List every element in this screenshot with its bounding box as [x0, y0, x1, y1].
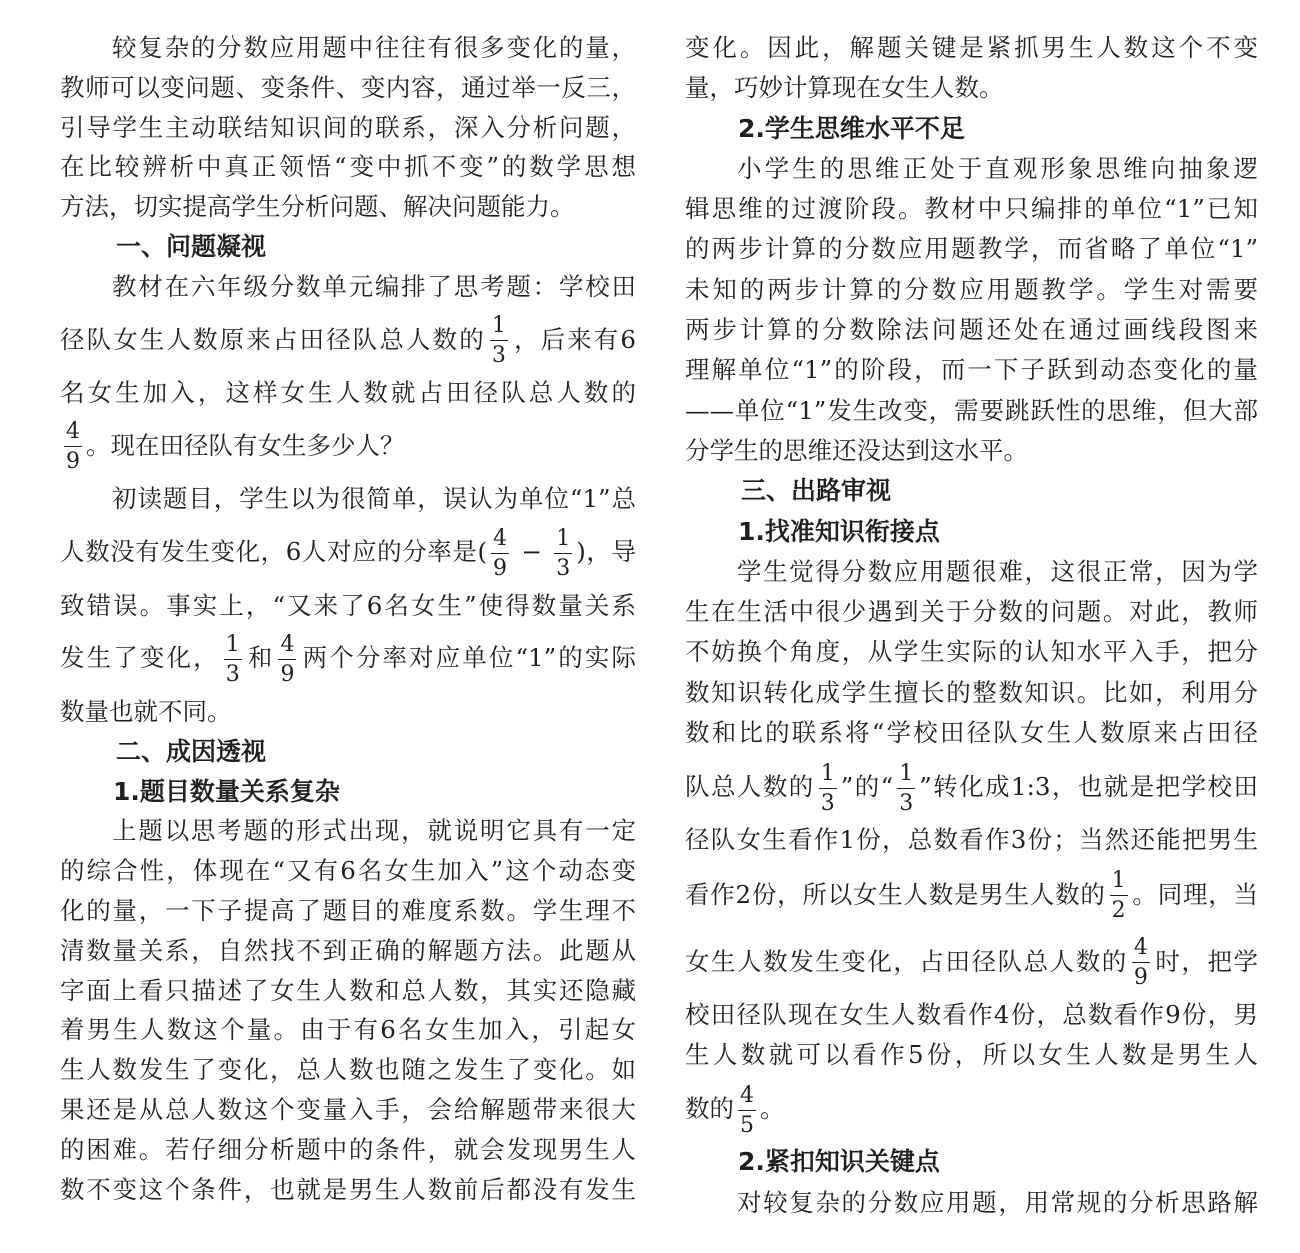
text-run: )，导	[576, 537, 636, 567]
fraction-denominator: 3	[820, 790, 835, 816]
text-line	[60, 479, 636, 519]
fraction	[738, 1082, 756, 1138]
text-line	[60, 851, 636, 891]
text-line	[685, 928, 1258, 995]
fraction-bar	[490, 340, 508, 341]
fraction-denominator: 3	[899, 790, 914, 816]
text-line	[60, 692, 636, 732]
fraction-bar	[224, 659, 242, 660]
fraction-numerator: 4	[1133, 935, 1148, 961]
text-run: 着男生人数这个量。由于有6名女生加入，引起女	[60, 1015, 636, 1045]
left-column	[60, 28, 636, 1209]
fraction-bar	[554, 553, 572, 554]
fraction	[491, 525, 509, 581]
text-run: 发生了变化，	[60, 643, 220, 673]
text-run: 生人数发生了变化，总人数也随之发生了变化。如	[60, 1055, 636, 1085]
fraction-denominator: 3	[556, 555, 571, 581]
text-line	[685, 995, 1258, 1035]
fraction-bar	[1132, 962, 1150, 963]
text-line	[60, 1050, 636, 1090]
text-line	[60, 811, 636, 851]
fraction	[64, 421, 82, 473]
fraction-bar	[819, 788, 837, 789]
fraction-numerator: 1	[820, 760, 835, 786]
text-run: 数知识转化成学生擅长的整数知识。比如，利用分	[685, 677, 1258, 707]
text-run: 径队女生看作1份，总数看作3份；当然还能把男生	[685, 825, 1258, 855]
text-run: 辑思维的过渡阶段。教材中只编排的单位“1”已知	[685, 194, 1258, 224]
text-line	[685, 1183, 1258, 1223]
text-run: 时，把学	[1153, 946, 1259, 976]
text-run: 校田径队现在女生人数看作4份，总数看作9份，男	[685, 999, 1258, 1029]
text-run: 方法，切实提高学生分析问题、解决问题能力。	[60, 192, 575, 222]
text-run: 上题以思考题的形式出现，就说明它具有一定	[112, 816, 636, 846]
paragraph	[60, 479, 636, 731]
text-run: 生在生活中很少遇到关于分数的问题。对此，教师	[685, 597, 1258, 627]
fraction-bar	[1110, 895, 1128, 896]
text-run: 致错误。事实上，“又来了6名女生”使得数量关系	[60, 590, 636, 620]
fraction-numerator: 1	[899, 760, 914, 786]
text-run: 理解单位“1”的阶段，而一下子跃到动态变化的量	[685, 355, 1258, 385]
paragraph	[685, 149, 1258, 471]
text-run: 引导学生主动联结知识间的联系，深入分析问题，	[60, 112, 636, 142]
fraction-numerator: 4	[493, 525, 507, 551]
fraction-numerator: 4	[280, 631, 295, 657]
text-run: 女生人数发生变化，占田径队总人数的	[685, 946, 1128, 976]
text-run: 变化。因此，解题关键是紧抓男生人数这个不变	[685, 33, 1258, 62]
text-run: 量，巧妙计算现在女生人数。	[685, 73, 1004, 103]
fraction-denominator: 3	[491, 343, 506, 369]
text-run: −	[513, 537, 551, 567]
paragraph	[685, 1183, 1258, 1223]
text-line	[60, 68, 636, 108]
text-line	[60, 1090, 636, 1130]
text-run: 化的量，一下子提高了题目的难度系数。学生理不	[60, 895, 636, 925]
paragraph	[60, 267, 636, 480]
text-line	[60, 147, 636, 187]
text-run: 小学生的思维正处于直观形象思维向抽象逻	[737, 153, 1258, 183]
text-line	[685, 592, 1258, 632]
fraction-numerator: 1	[225, 631, 240, 657]
text-run: 生人数就可以看作5份，所以女生人数是男生人	[685, 1039, 1258, 1069]
fraction	[1110, 870, 1128, 922]
text-run: 未知的两步计算的分数应用题教学。学生对需要	[685, 274, 1258, 304]
text-line	[60, 1130, 636, 1170]
fraction-denominator: 9	[493, 555, 507, 581]
text-line	[685, 861, 1258, 928]
text-line	[685, 189, 1258, 229]
text-run: 学生觉得分数应用题很难，这很正常，因为学	[737, 556, 1258, 586]
text-line	[60, 586, 636, 626]
text-run: 清数量关系，自然找不到正确的解题方法。此题从	[60, 935, 636, 965]
fraction-bar	[278, 659, 296, 660]
section-heading: 三、出路审视	[741, 476, 892, 506]
text-run: 两步计算的分数除法问题还处在通过画线段图来	[685, 315, 1258, 345]
text-line	[685, 28, 1258, 68]
fraction-bar	[64, 446, 82, 447]
text-line	[685, 149, 1258, 189]
text-run: 看作2份，所以女生人数是男生人数的	[685, 879, 1106, 909]
fraction	[1132, 937, 1150, 989]
text-run: ”转化成1:3，也就是把学校田	[919, 772, 1258, 802]
fraction-numerator: 4	[740, 1082, 754, 1108]
paragraph	[60, 28, 636, 227]
text-line	[685, 391, 1258, 431]
subsection-heading: 1.题目数量关系复杂	[113, 776, 340, 806]
right-column	[685, 28, 1258, 1223]
text-run: 。现在田径队有女生多少人？	[86, 430, 405, 460]
subsection-heading: 2.学生思维水平不足	[738, 113, 965, 143]
section-heading: 二、成因透视	[116, 736, 267, 766]
text-run: 径队女生人数原来占田径队总人数的	[60, 324, 486, 354]
fraction-denominator: 5	[740, 1112, 754, 1138]
fraction	[224, 631, 242, 687]
text-run: 数的	[685, 1094, 734, 1124]
text-line	[685, 1035, 1258, 1075]
text-run: 的两步计算的分数应用题教学，而省略了单位“1”	[685, 234, 1258, 264]
text-line	[60, 108, 636, 148]
text-run: 数和比的联系将“学校田径队女生人数原来占田径	[685, 718, 1258, 748]
text-line	[60, 28, 636, 68]
text-run: 较复杂的分数应用题中往往有很多变化的量，	[112, 33, 636, 62]
continued-paragraph	[685, 28, 1258, 109]
text-run: 不妨换个角度，从学生实际的认知水平入手，把分	[685, 637, 1258, 667]
text-line	[60, 187, 636, 227]
text-run: 数量也就不同。	[60, 696, 232, 726]
text-run: 的困难。若仔细分析题中的条件，就会发现男生人	[60, 1134, 636, 1164]
text-line	[685, 552, 1258, 592]
text-run: 的综合性，体现在“又有6名女生加入”这个动态变	[60, 856, 636, 886]
fraction-bar	[738, 1110, 756, 1111]
fraction-numerator: 1	[556, 525, 571, 551]
text-run: 和	[245, 643, 275, 673]
text-line	[60, 413, 636, 480]
text-line	[60, 1010, 636, 1050]
text-line	[685, 68, 1258, 108]
text-line	[60, 519, 636, 586]
paragraph	[60, 811, 636, 1209]
text-run: ”的“	[840, 772, 894, 802]
paragraph	[685, 552, 1258, 1142]
fraction	[490, 315, 508, 367]
text-line	[685, 229, 1258, 269]
fraction-denominator: 9	[66, 449, 80, 475]
text-run: 人数没有发生变化，6人对应的分率是(	[60, 537, 487, 567]
text-run: 初读题目，学生以为很简单，误认为单位“1”总	[112, 484, 636, 514]
text-line	[60, 931, 636, 971]
text-run: 队总人数的	[685, 772, 815, 802]
section-heading: 一、问题凝视	[116, 231, 267, 261]
fraction-denominator: 3	[225, 661, 240, 687]
text-line	[60, 307, 636, 374]
fraction	[278, 631, 296, 687]
text-run: 。	[760, 1094, 785, 1124]
text-run: 名女生加入，这样女生人数就占田径队总人数的	[60, 378, 636, 408]
text-run: 分学生的思维还没达到这水平。	[685, 435, 1028, 465]
text-line	[685, 350, 1258, 390]
fraction-bar	[491, 553, 509, 554]
text-run: 教师可以变问题、变条件、变内容，通过举一反三，	[60, 72, 636, 102]
text-run: ——单位“1”发生改变，需要跳跃性的思维，但大部	[685, 395, 1258, 425]
fraction-bar	[897, 788, 915, 789]
text-line	[685, 310, 1258, 350]
text-run: 数不变这个条件，也就是男生人数前后都没有发生	[60, 1174, 636, 1204]
text-line	[685, 1075, 1258, 1142]
text-line	[685, 673, 1258, 713]
text-run: 。同理，当	[1131, 879, 1258, 909]
text-run: ，后来有6	[511, 324, 637, 354]
subsection-heading: 1.找准知识衔接点	[738, 516, 940, 546]
text-line	[685, 820, 1258, 860]
text-run: 教材在六年级分数单元编排了思考题：学校田	[112, 271, 636, 301]
text-run: 字面上看只描述了女生人数和总人数，其实还隐藏	[60, 975, 636, 1005]
fraction-denominator: 9	[1133, 965, 1148, 991]
text-run: 两个分率对应单位“1”的实际	[300, 643, 637, 673]
text-run: 在比较辨析中真正领悟“变中抓不变”的数学思想	[60, 152, 636, 182]
text-line	[60, 373, 636, 413]
fraction	[554, 525, 572, 581]
subsection-heading: 2.紧扣知识关键点	[738, 1147, 940, 1177]
text-line	[685, 431, 1258, 471]
fraction	[897, 760, 915, 816]
text-line	[60, 1170, 636, 1210]
fraction-numerator: 4	[66, 419, 80, 445]
text-line	[60, 625, 636, 692]
fraction-denominator: 9	[280, 661, 295, 687]
fraction	[819, 760, 837, 816]
fraction-numerator: 1	[491, 313, 506, 339]
text-line	[60, 971, 636, 1011]
text-line	[685, 270, 1258, 310]
text-line	[685, 753, 1258, 820]
text-run: 对较复杂的分数应用题，用常规的分析思路解	[737, 1187, 1258, 1217]
fraction-numerator: 1	[1111, 868, 1126, 894]
text-line	[685, 632, 1258, 672]
text-line	[60, 267, 636, 307]
text-line	[685, 713, 1258, 753]
fraction-denominator: 2	[1111, 898, 1126, 924]
text-line	[60, 891, 636, 931]
text-run: 果还是从总人数这个变量入手，会给解题带来很大	[60, 1094, 636, 1124]
